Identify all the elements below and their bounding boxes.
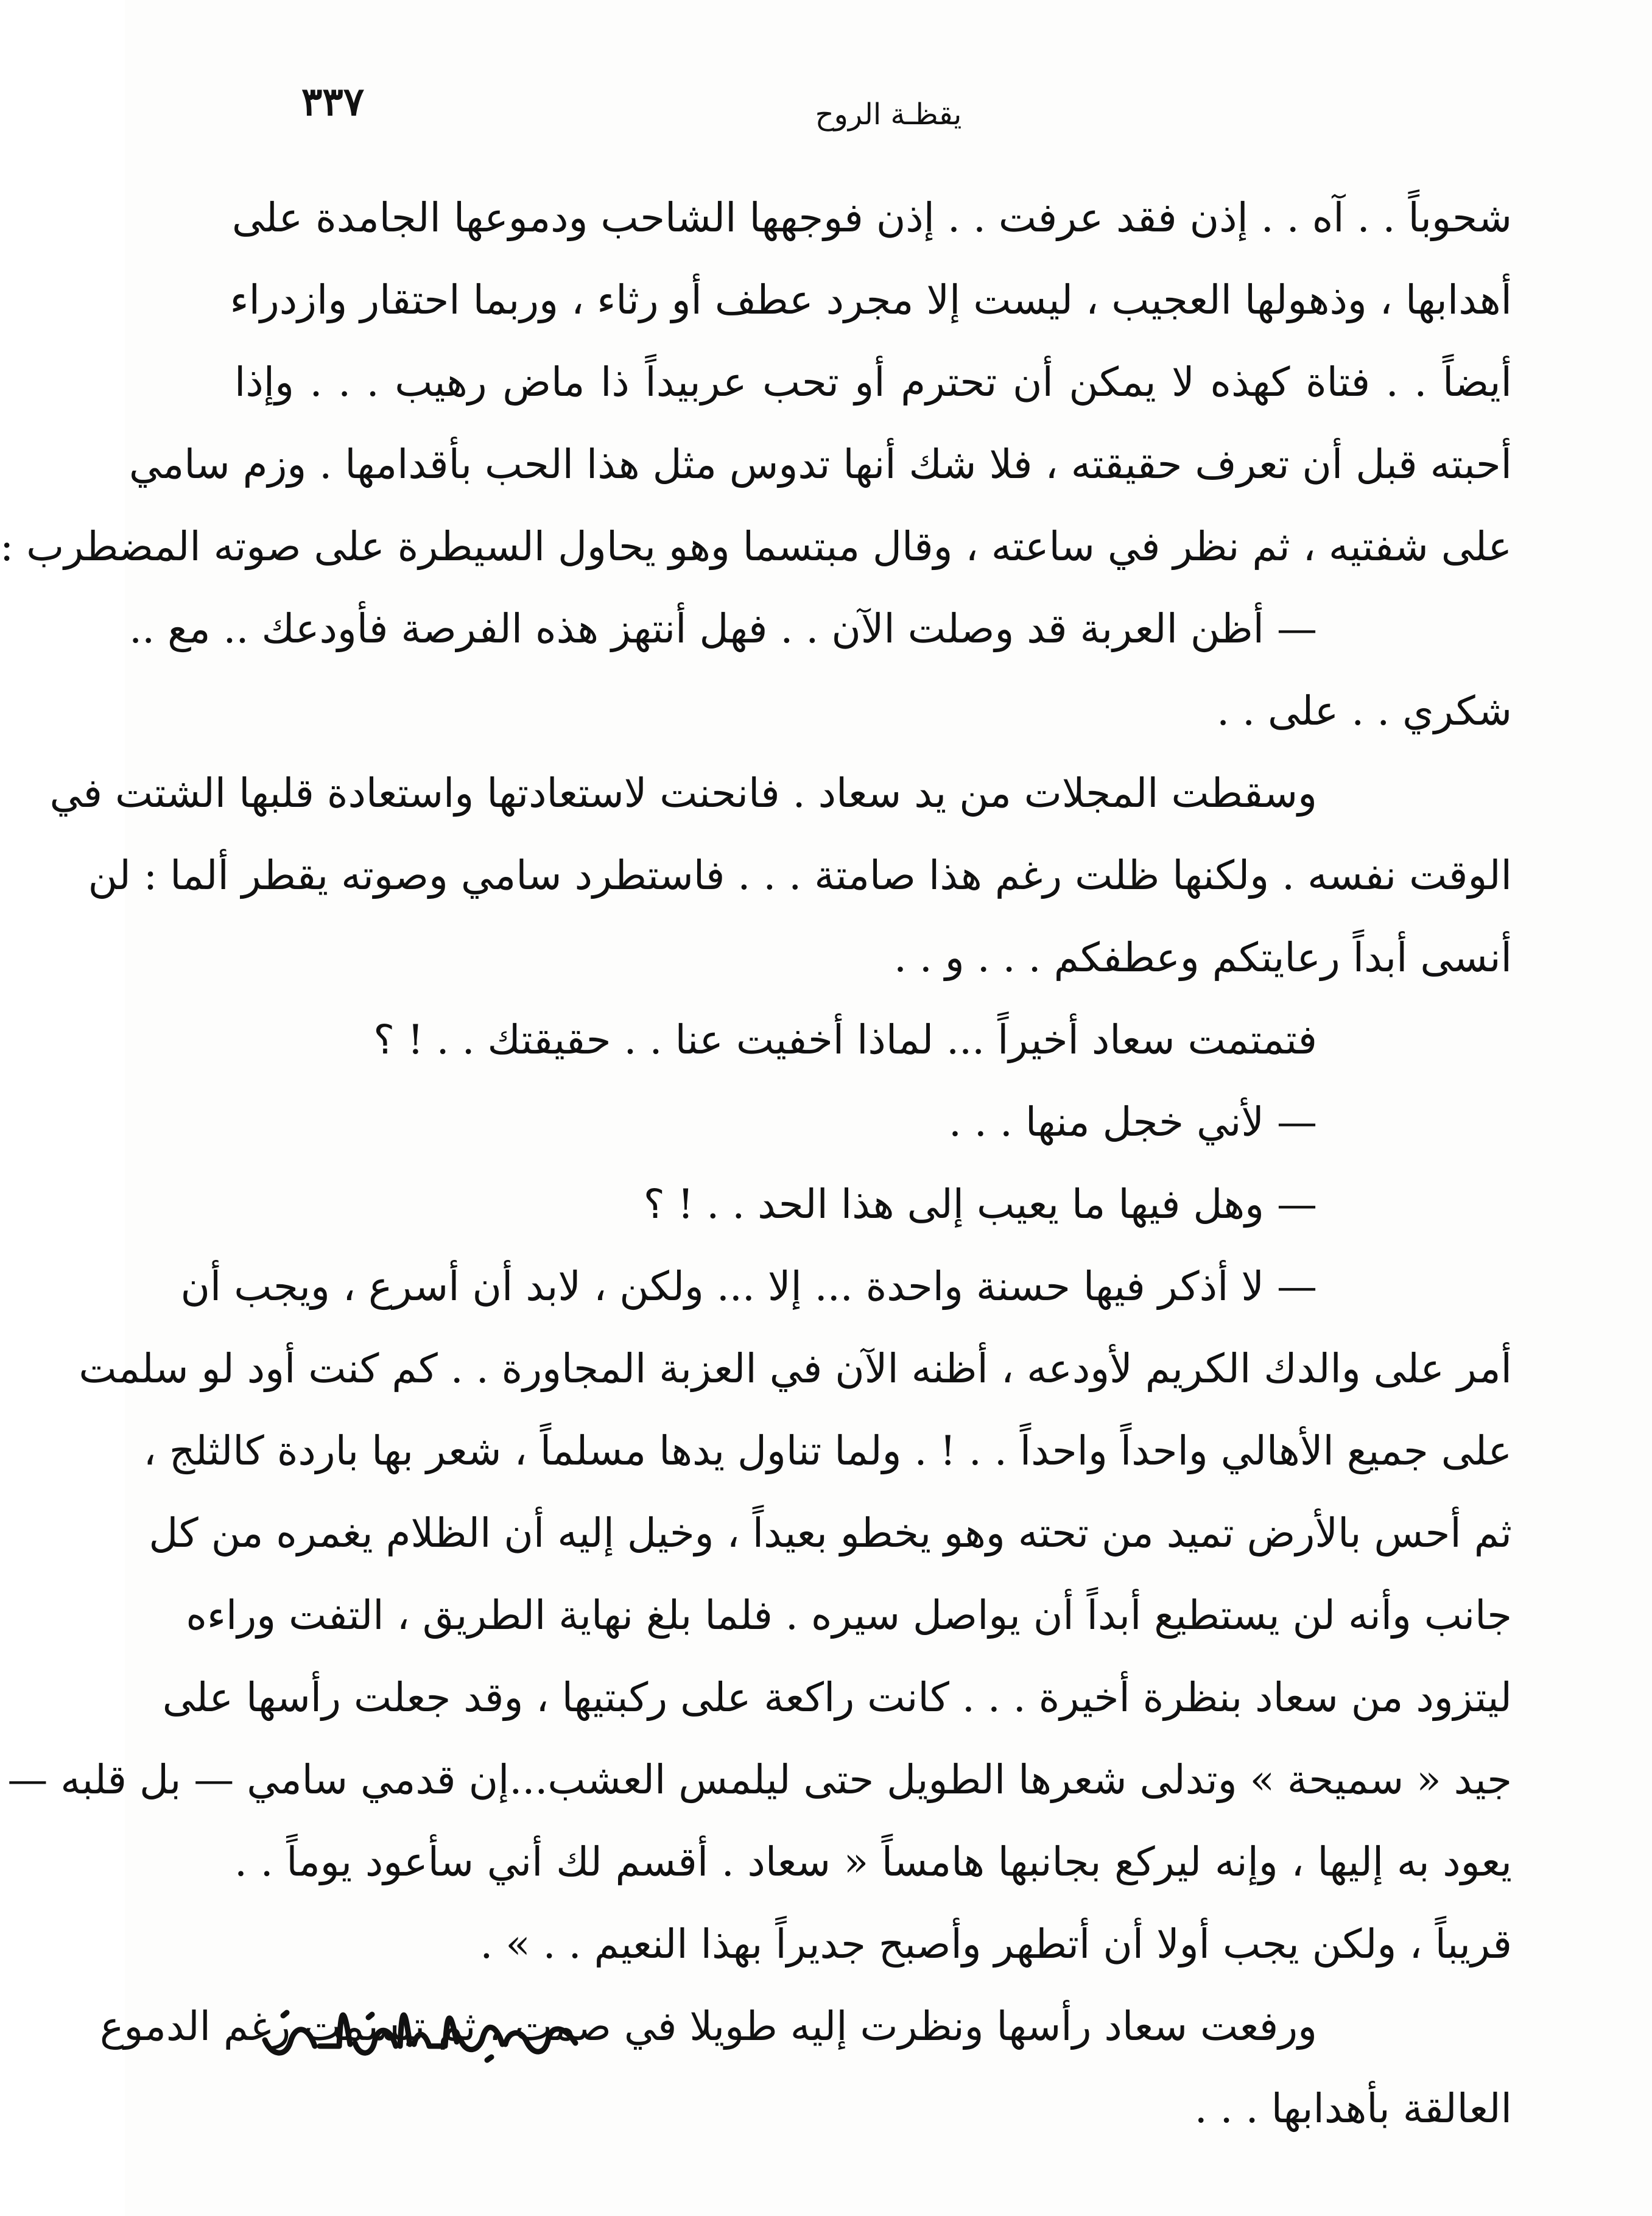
- text-line: يعود به إليها ، وإنه ليركع بجانبها هامساً « سعاد . أقسم لك أني سأعود يوماً . .: [234, 1838, 1512, 1885]
- text-line: أهدابها ، وذهولها العجيب ، ليست إلا مجرد عطف أو رثاء ، وربما احتقار وازدراء: [230, 276, 1512, 323]
- dialogue-line: — وهل فيها ما يعيب إلى هذا الحد . . ! ؟: [643, 1181, 1317, 1228]
- paragraph-start-line: ورفعت سعاد رأسها ونظرت إليه طويلا في صمت ، ثم تبسمت رغم الدموع: [100, 2003, 1317, 2050]
- text-line: جيد « سميحة » وتدلى شعرها الطويل حتى ليلمس العشب...إن قدمي سامي — بل قلبه —: [7, 1756, 1512, 1803]
- body-text: [0, 177, 1512, 2150]
- text-line: أنسى أبداً رعايتكم وعطفكم . . . و . .: [893, 934, 1512, 981]
- text-line: جانب وأنه لن يستطيع أبداً أن يواصل سيره . فلما بلغ نهاية الطريق ، التفت وراءه: [186, 1592, 1512, 1639]
- text-line: على شفتيه ، ثم نظر في ساعته ، وقال مبتسما وهو يحاول السيطرة على صوته المضطرب :: [0, 523, 1512, 570]
- text-line: أحبته قبل أن تعرف حقيقته ، فلا شك أنها تدوس مثل هذا الحب بأقدامها . وزم سامي: [128, 441, 1512, 488]
- page-header: [277, 73, 1500, 140]
- text-line: أيضاً . . فتاة كهذه لا يمكن أن تحترم أو تحب عربيداً ذا ماض رهيب . . . وإذا: [234, 359, 1512, 406]
- author-signature: [247, 1988, 588, 2074]
- page-number: ٣٣٧: [301, 79, 365, 125]
- dialogue-line: فتمتمت سعاد أخيراً ... لماذا أخفيت عنا . . حقيقتك . . ! ؟: [373, 1016, 1317, 1063]
- text-line: شحوباً . . آه . . إذن فقد عرفت . . إذن فوجهها الشاحب ودموعها الجامدة على: [231, 194, 1512, 241]
- text-line: قريباً ، ولكن يجب أولا أن أتطهر وأصبح جديراً بهذا النعيم . . » .: [480, 1921, 1512, 1968]
- handwritten-signature-icon: [247, 1988, 588, 2074]
- text-line: العالقة بأهدابها . . .: [1194, 2085, 1512, 2132]
- paragraph-start-line: وسقطت المجلات من يد سعاد . فانحنت لاستعادتها واستعادة قلبها الشتت في: [49, 770, 1317, 817]
- dialogue-line: — لا أذكر فيها حسنة واحدة ... إلا ... ولكن ، لابد أن أسرع ، ويجب أن: [180, 1263, 1317, 1310]
- text-line: ليتزود من سعاد بنظرة أخيرة . . . كانت راكعة على ركبتيها ، وقد جعلت رأسها على: [162, 1674, 1512, 1721]
- text-line: ثم أحس بالأرض تميد من تحته وهو يخطو بعيداً ، وخيل إليه أن الظلام يغمره من كل: [149, 1510, 1512, 1556]
- text-line: على جميع الأهالي واحداً واحداً . . ! . ولما تناول يدها مسلماً ، شعر بها باردة كالثلج ،: [143, 1427, 1512, 1474]
- dialogue-line: — لأني خجل منها . . .: [948, 1099, 1317, 1145]
- text-line: الوقت نفسه . ولكنها ظلت رغم هذا صامتة . . . فاستطرد سامي وصوته يقطر ألما : لن: [88, 852, 1512, 899]
- text-line: أمر على والدك الكريم لأودعه ، أظنه الآن في العزبة المجاورة . . كم كنت أود لو سلمت: [79, 1345, 1512, 1392]
- dialogue-line: — أظن العربة قد وصلت الآن . . فهل أنتهز هذه الفرصة فأودعك .. مع ..: [129, 605, 1317, 652]
- running-title: يقظـة الروح: [815, 97, 962, 132]
- text-line: شكري . . على . .: [1217, 688, 1512, 734]
